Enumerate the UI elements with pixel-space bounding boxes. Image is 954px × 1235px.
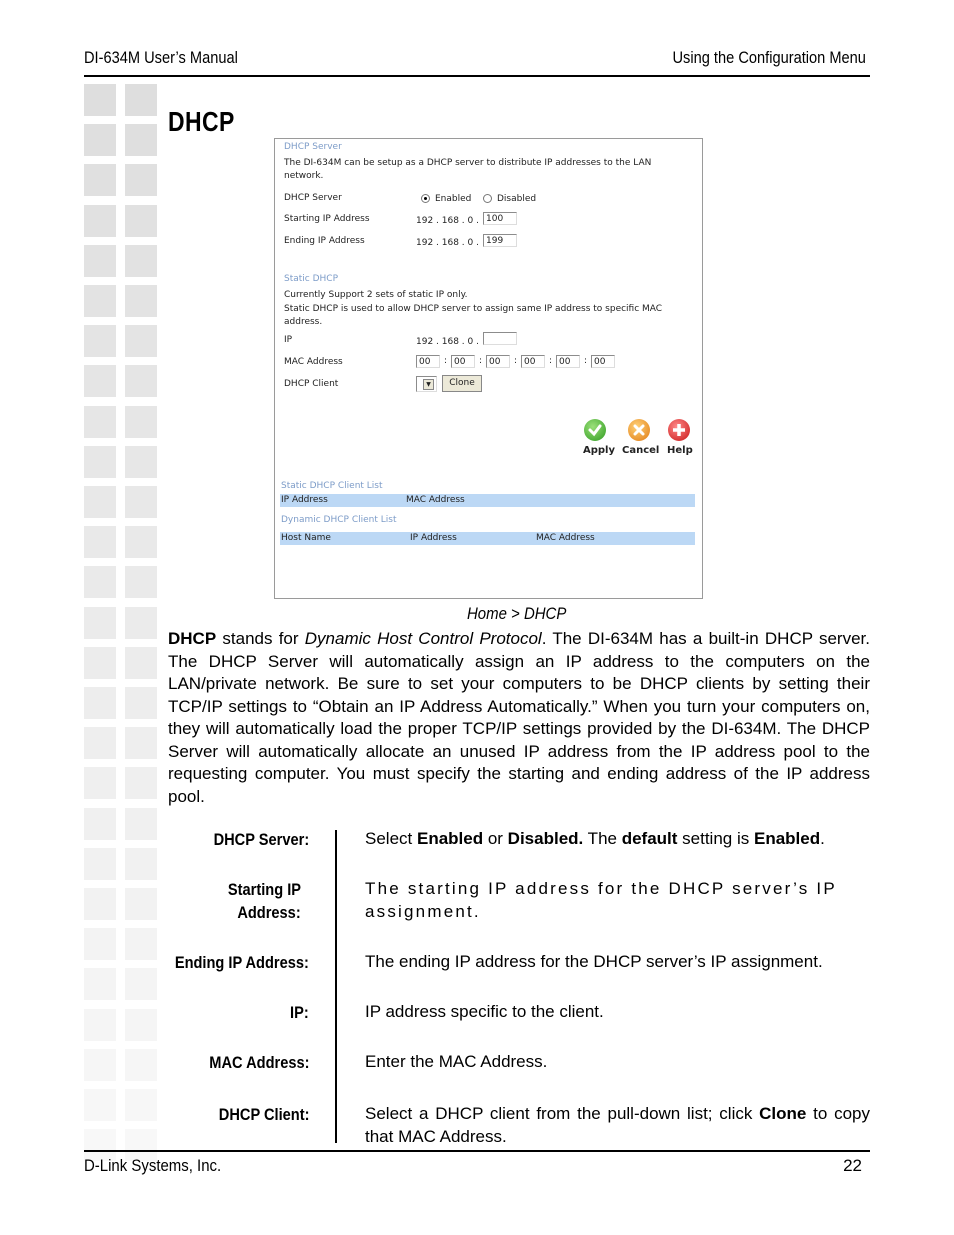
mac-octet-input[interactable]: 00 bbox=[416, 355, 440, 368]
deco-square bbox=[84, 446, 116, 478]
deco-square bbox=[84, 968, 116, 1000]
disabled-radio[interactable] bbox=[483, 194, 492, 203]
ip-label: IP bbox=[284, 335, 293, 345]
def-desc-ending-ip: The ending IP address for the DHCP server’s IP assignment. bbox=[365, 952, 823, 971]
dhcp-screenshot bbox=[274, 138, 703, 599]
intro-expansion: Dynamic Host Control Protocol bbox=[304, 629, 542, 648]
deco-square bbox=[84, 124, 116, 156]
starting-ip-input[interactable]: 100 bbox=[483, 212, 517, 225]
deco-square bbox=[125, 607, 157, 639]
intro-paragraph bbox=[168, 628, 870, 808]
static-dhcp-section-title: Static DHCP bbox=[284, 274, 339, 284]
t: Select bbox=[365, 829, 417, 848]
def-label-starting-ip-1: Starting IP bbox=[227, 880, 301, 899]
clone-button[interactable]: Clone bbox=[442, 375, 482, 392]
deco-square bbox=[125, 406, 157, 438]
side-decoration bbox=[84, 84, 160, 1150]
dhcp-client-label: DHCP Client bbox=[284, 379, 339, 389]
deco-square bbox=[125, 647, 157, 679]
deco-square bbox=[125, 968, 157, 1000]
footer-company: D-Link Systems, Inc. bbox=[84, 1156, 222, 1175]
mac-octet-input[interactable]: 00 bbox=[521, 355, 545, 368]
deco-square bbox=[84, 406, 116, 438]
deco-square bbox=[125, 928, 157, 960]
t: . bbox=[820, 829, 825, 848]
def-label-ip: IP: bbox=[290, 1003, 309, 1022]
def-label-dhcp-server: DHCP Server: bbox=[213, 830, 309, 849]
t: or bbox=[483, 829, 508, 848]
deco-square bbox=[125, 365, 157, 397]
deco-square bbox=[84, 607, 116, 639]
manual-title: DI-634M User’s Manual bbox=[84, 48, 238, 67]
deco-square bbox=[125, 124, 157, 156]
def-desc-dhcp-server bbox=[365, 828, 870, 851]
dynamic-col-host: Host Name bbox=[281, 533, 331, 543]
def-desc-ip: IP address specific to the client. bbox=[365, 1002, 604, 1021]
mac-separator: : bbox=[444, 356, 448, 366]
deco-square bbox=[125, 245, 157, 277]
dhcp-server-section-title: DHCP Server bbox=[284, 142, 342, 152]
deco-square bbox=[125, 526, 157, 558]
static-col-ip: IP Address bbox=[281, 495, 328, 505]
deco-square bbox=[84, 285, 116, 317]
deco-square bbox=[125, 1089, 157, 1121]
static-dhcp-note: Currently Support 2 sets of static IP only. bbox=[284, 290, 468, 300]
deco-square bbox=[125, 446, 157, 478]
def-desc-mac: Enter the MAC Address. bbox=[365, 1052, 548, 1071]
mac-octet-input[interactable]: 00 bbox=[556, 355, 580, 368]
b: Clone bbox=[759, 1104, 807, 1123]
section-title: Using the Configuration Menu bbox=[672, 48, 866, 67]
deco-square bbox=[125, 164, 157, 196]
t: The bbox=[583, 829, 622, 848]
dynamic-client-list-title: Dynamic DHCP Client List bbox=[281, 515, 397, 525]
deco-square bbox=[125, 888, 157, 920]
page-number: 22 bbox=[843, 1156, 862, 1175]
intro-term: DHCP bbox=[168, 629, 217, 648]
deco-square bbox=[125, 767, 157, 799]
deco-square bbox=[84, 526, 116, 558]
deco-square bbox=[125, 205, 157, 237]
static-dhcp-description: Static DHCP is used to allow DHCP server to assign same IP address to specific MAC address. bbox=[284, 304, 663, 327]
cancel-icon[interactable] bbox=[628, 419, 650, 441]
mac-separator: : bbox=[479, 356, 483, 366]
deco-square bbox=[84, 888, 116, 920]
deco-square bbox=[84, 205, 116, 237]
def-desc-starting-ip: The starting IP address for the DHCP server’s IP assignment. bbox=[365, 879, 837, 921]
footer-rule bbox=[84, 1150, 870, 1152]
deco-square bbox=[84, 848, 116, 880]
static-client-list-title: Static DHCP Client List bbox=[281, 481, 383, 491]
t: to copy that MAC Address. bbox=[365, 1104, 870, 1146]
dynamic-col-ip: IP Address bbox=[410, 533, 457, 543]
help-label: Help bbox=[667, 445, 693, 456]
dynamic-col-mac: MAC Address bbox=[536, 533, 595, 543]
definition-divider bbox=[335, 830, 337, 1143]
deco-square bbox=[125, 1049, 157, 1081]
deco-square bbox=[125, 566, 157, 598]
apply-icon[interactable] bbox=[584, 419, 606, 441]
static-ip-input[interactable] bbox=[483, 332, 517, 345]
def-label-starting-ip-2: Address: bbox=[237, 903, 301, 922]
static-client-list-header bbox=[280, 494, 695, 507]
b: Enabled bbox=[753, 829, 821, 848]
enabled-radio[interactable] bbox=[421, 194, 430, 203]
deco-square bbox=[84, 486, 116, 518]
static-ip-prefix: 192 . 168 . 0 . bbox=[416, 337, 479, 347]
deco-square bbox=[84, 325, 116, 357]
deco-square bbox=[84, 687, 116, 719]
mac-address-label: MAC Address bbox=[284, 357, 343, 367]
ending-ip-label: Ending IP Address bbox=[284, 236, 365, 246]
deco-square bbox=[125, 727, 157, 759]
mac-octet-input[interactable]: 00 bbox=[486, 355, 510, 368]
mac-separator: : bbox=[514, 356, 518, 366]
page-title: DHCP bbox=[168, 106, 235, 137]
enabled-label: Enabled bbox=[435, 194, 472, 204]
def-label-ending-ip: Ending IP Address: bbox=[174, 953, 309, 972]
apply-label: Apply bbox=[583, 445, 616, 456]
b: default bbox=[621, 829, 678, 848]
deco-square bbox=[84, 164, 116, 196]
deco-square bbox=[84, 1009, 116, 1041]
deco-square bbox=[84, 84, 116, 116]
deco-square bbox=[125, 808, 157, 840]
cancel-label: Cancel bbox=[622, 445, 660, 456]
mac-octet-input[interactable]: 00 bbox=[451, 355, 475, 368]
ending-ip-prefix: 192 . 168 . 0 . bbox=[416, 238, 479, 248]
b: Enabled bbox=[416, 829, 484, 848]
deco-square bbox=[125, 325, 157, 357]
help-icon[interactable] bbox=[668, 419, 690, 441]
deco-square bbox=[125, 486, 157, 518]
deco-square bbox=[84, 566, 116, 598]
deco-square bbox=[125, 84, 157, 116]
deco-square bbox=[125, 687, 157, 719]
starting-ip-label: Starting IP Address bbox=[284, 214, 370, 224]
mac-separator: : bbox=[584, 356, 588, 366]
deco-square bbox=[84, 727, 116, 759]
deco-square bbox=[84, 767, 116, 799]
header-rule bbox=[84, 75, 870, 77]
deco-square bbox=[84, 808, 116, 840]
static-col-mac: MAC Address bbox=[406, 495, 465, 505]
def-label-dhcp-client: DHCP Client: bbox=[218, 1105, 309, 1124]
figure-caption: Home > DHCP bbox=[467, 604, 567, 623]
b: Disabled. bbox=[507, 829, 584, 848]
dhcp-server-label: DHCP Server bbox=[284, 193, 342, 203]
deco-square bbox=[84, 928, 116, 960]
intro-text-1: stands for bbox=[216, 629, 305, 648]
def-desc-dhcp-client bbox=[365, 1103, 870, 1148]
deco-square bbox=[84, 1049, 116, 1081]
intro-text-2: . The DI-634M has a built-in DHCP server. The DHCP Server will automatically assign an IP address to the computers on the LAN/private network. Be sure to set your computers to be DHCP clients by setting their TCP/IP settings to “Obtain an IP Address Automatically.” When you turn your computers on, they will automatically load the proper TCP/IP settings provided by the DI-634M. The DHCP Server will automatically allocate an unused IP address from the IP address pool to the requesting computer. You must specify the starting and ending address of the IP address pool. bbox=[168, 629, 870, 806]
deco-square bbox=[125, 285, 157, 317]
chevron-down-icon: ▼ bbox=[423, 379, 434, 390]
starting-ip-prefix: 192 . 168 . 0 . bbox=[416, 216, 479, 226]
disabled-label: Disabled bbox=[497, 194, 537, 204]
dhcp-server-description: The DI-634M can be setup as a DHCP server to distribute IP addresses to the LAN network. bbox=[284, 158, 652, 181]
deco-square bbox=[84, 365, 116, 397]
t: setting is bbox=[677, 829, 754, 848]
deco-square bbox=[84, 1089, 116, 1121]
deco-square bbox=[125, 848, 157, 880]
deco-square bbox=[84, 647, 116, 679]
ending-ip-input[interactable]: 199 bbox=[483, 234, 517, 247]
def-label-mac: MAC Address: bbox=[208, 1053, 309, 1072]
mac-separator: : bbox=[549, 356, 553, 366]
dhcp-client-dropdown[interactable] bbox=[416, 376, 437, 392]
mac-octet-input[interactable]: 00 bbox=[591, 355, 615, 368]
dynamic-client-list-header bbox=[280, 532, 695, 545]
deco-square bbox=[125, 1009, 157, 1041]
deco-square bbox=[84, 245, 116, 277]
t: Select a DHCP client from the pull-down list; click bbox=[365, 1104, 760, 1123]
